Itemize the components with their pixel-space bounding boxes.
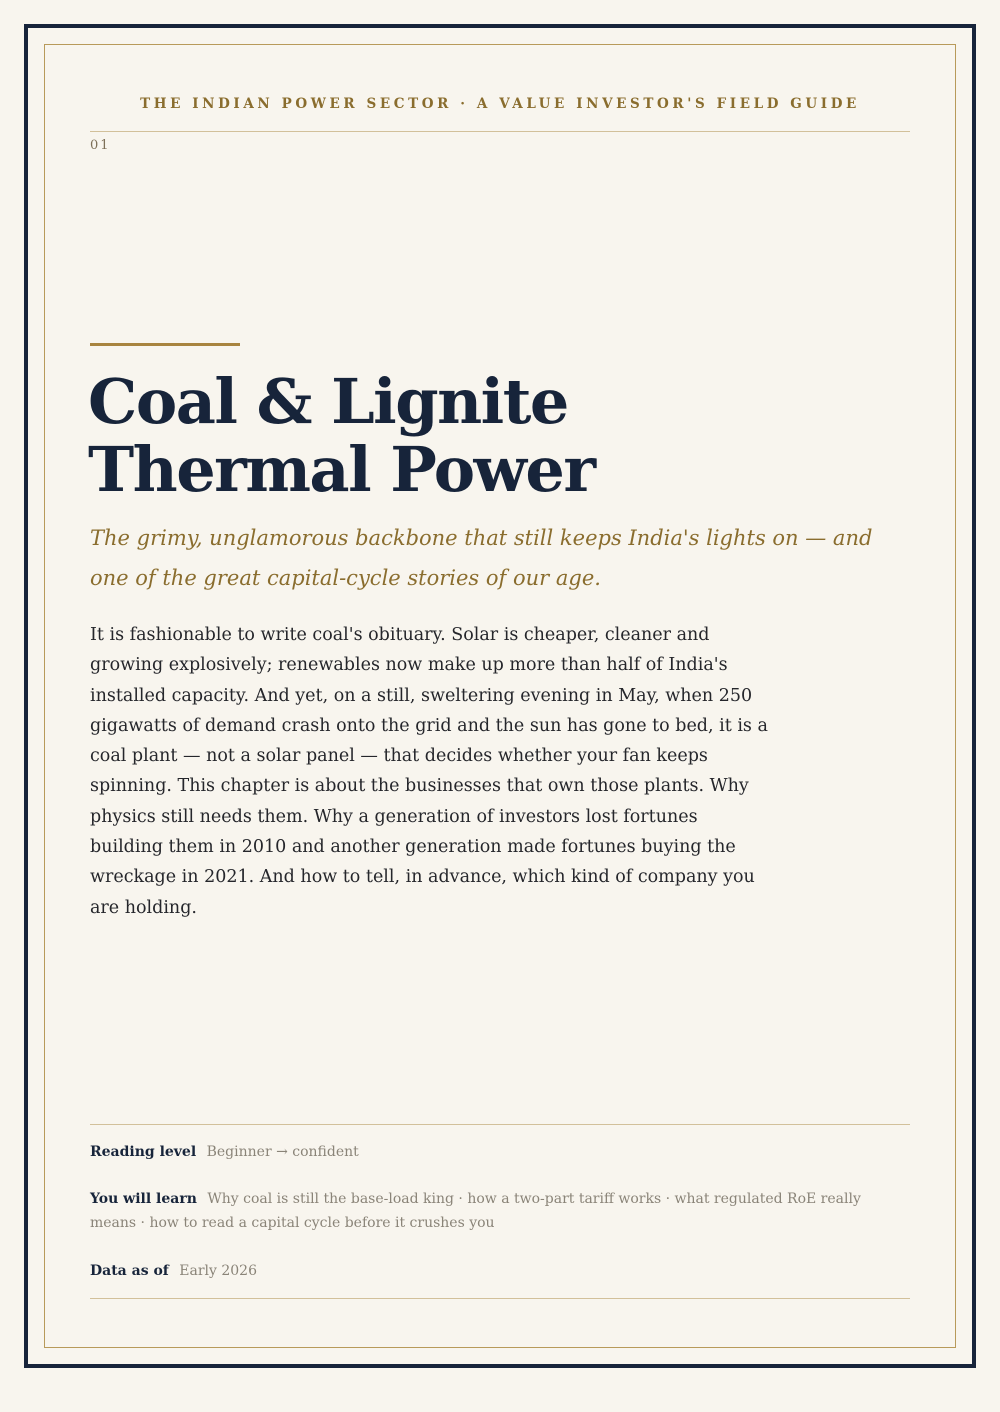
title-accent-rule	[90, 343, 240, 346]
header-divider	[90, 131, 910, 132]
learning-outcomes-row	[90, 1187, 910, 1235]
data-date-label: Data as of	[90, 1263, 169, 1279]
running-header: THE INDIAN POWER SECTOR · A VALUE INVESTOR'S FIELD GUIDE	[140, 96, 860, 112]
chapter-title	[88, 365, 908, 506]
data-date-value: Early 2026	[179, 1263, 257, 1279]
reading-level-row	[90, 1140, 910, 1164]
chapter-title-line-1: Coal & Lignite	[88, 365, 568, 438]
learning-outcomes-label: You will learn	[90, 1191, 197, 1207]
chapter-intro-paragraph: It is fashionable to write coal's obituary. Solar is cheaper, cleaner and growing explosively; renewables now make up more than half of India's installed capacity. And yet, on a still, sweltering evening in May, when 250 gigawatts of demand crash onto the grid and the sun has gone to bed, it is a coal plant — not a solar panel — that decides whether your fan keeps spinning. This chapter is about the businesses that own those plants. Why physics still needs them. Why a generation of investors lost fortunes building them in 2010 and another generation made fortunes buying the wreckage in 2021. And how to tell, in advance, which kind of company you are holding.	[90, 625, 768, 918]
learning-outcomes-value: Why coal is still the base-load king · how a two-part tariff works · what regulated RoE really means · how to read a capital cycle before it crushes you	[90, 1191, 861, 1231]
chapter-title-line-2: Thermal Power	[88, 433, 595, 506]
reading-level-label: Reading level	[90, 1144, 197, 1160]
meta-divider-bottom	[90, 1298, 910, 1299]
meta-divider-top	[90, 1124, 910, 1125]
data-date-row	[90, 1259, 910, 1283]
reading-level-value: Beginner → confident	[206, 1144, 359, 1160]
page-number: 01	[90, 138, 111, 153]
chapter-subtitle: The grimy, unglamorous backbone that still keeps India's lights on — and one of the great capital-cycle stories of our age.	[90, 526, 873, 590]
